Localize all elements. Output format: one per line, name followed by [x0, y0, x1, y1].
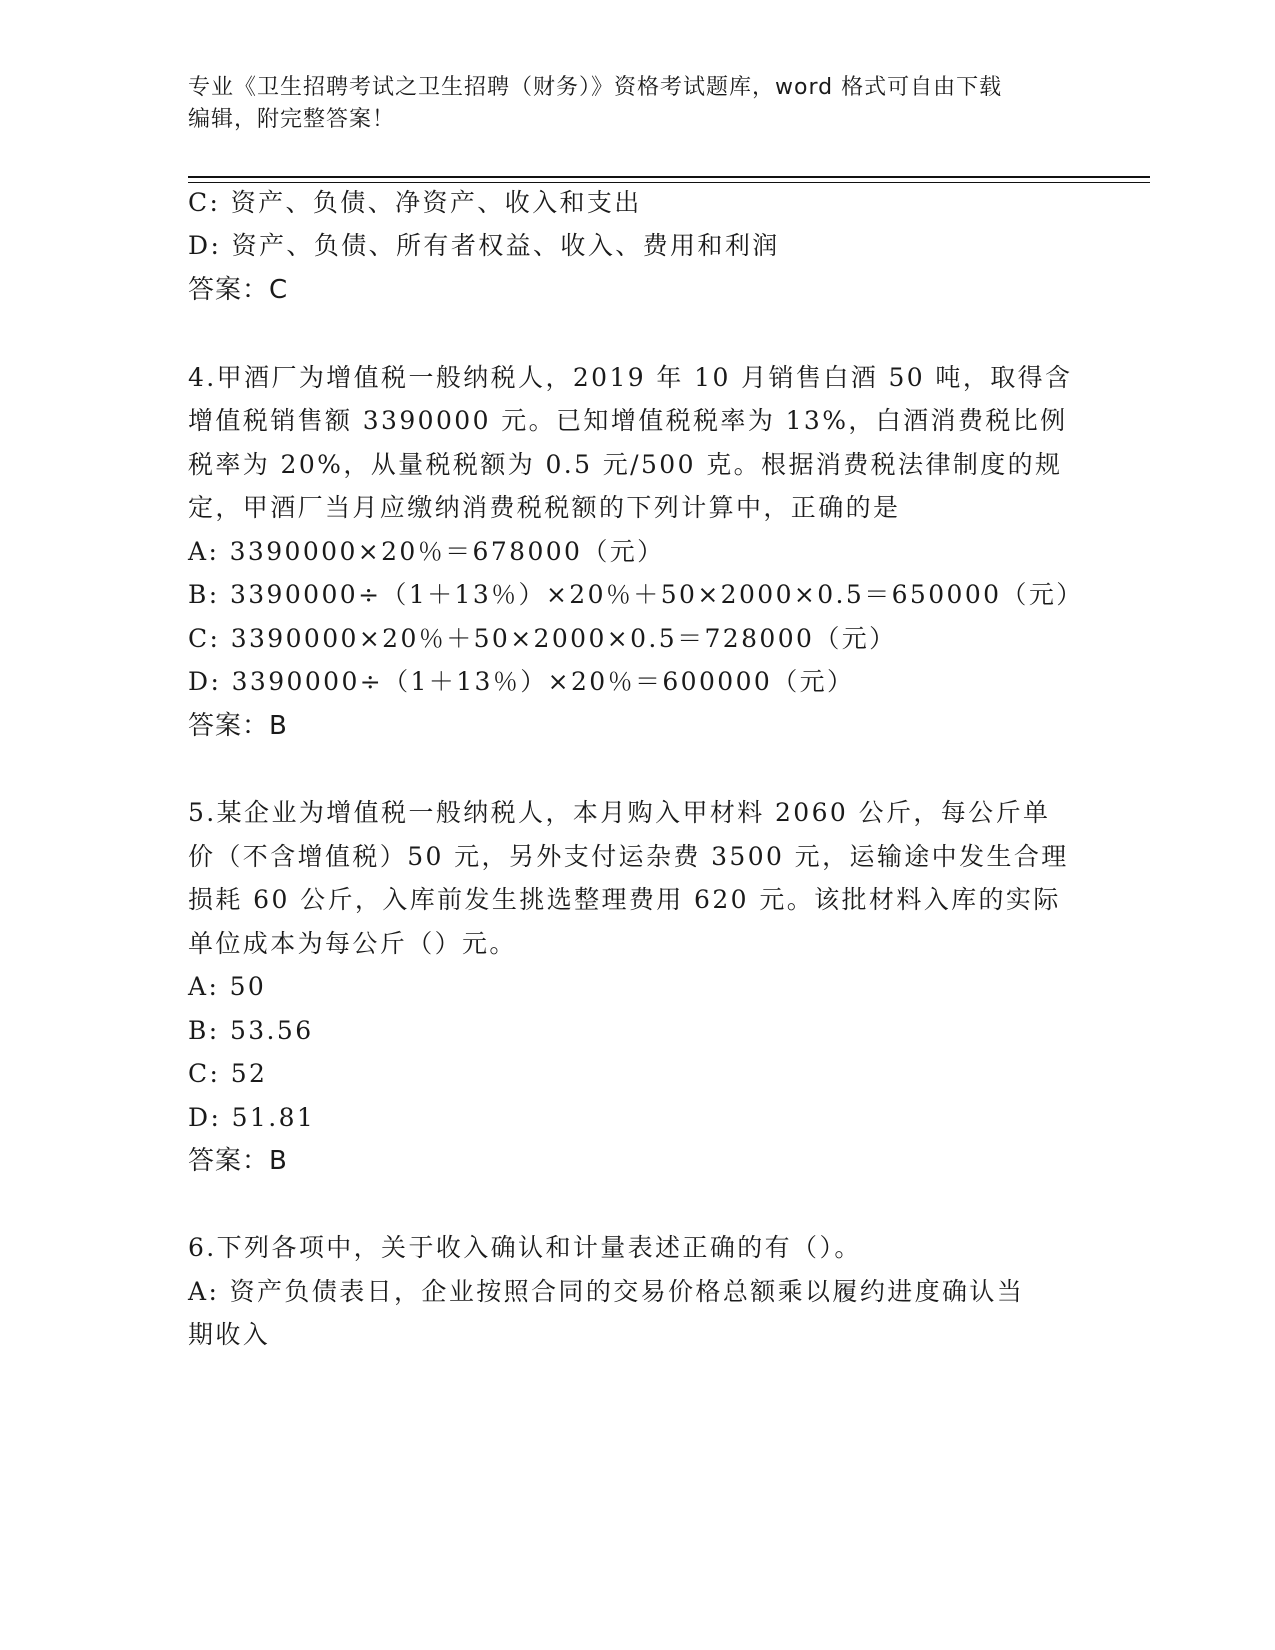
q4-stem-line-2: 增值税销售额 3390000 元。已知增值税税率为 13%，白酒消费税比例	[188, 406, 1068, 435]
q4-option-a: A: 3390000×20％＝678000（元）	[188, 537, 665, 566]
q5-answer: 答案：B	[188, 1146, 288, 1176]
header-rule-thick	[188, 176, 1150, 178]
q6-stem: 6.下列各项中，关于收入确认和计量表述正确的有（）。	[188, 1233, 862, 1262]
q5-stem-line-3: 损耗 60 公斤，入库前发生挑选整理费用 620 元。该批材料入库的实际	[188, 885, 1061, 914]
q5-option-b: B: 53.56	[188, 1016, 314, 1045]
q6-option-a-line-1: A: 资产负债表日，企业按照合同的交易价格总额乘以履约进度确认当	[188, 1277, 1025, 1306]
q4-stem-line-3: 税率为 20%，从量税税额为 0.5 元/500 克。根据消费税法律制度的规	[188, 450, 1063, 479]
q3-answer: 答案：C	[188, 275, 289, 305]
header-line-2: 编辑，附完整答案！	[188, 107, 396, 132]
q4-stem-line-4: 定，甲酒厂当月应缴纳消费税税额的下列计算中，正确的是	[188, 493, 901, 522]
q5-stem-line-2: 价（不含增值税）50 元，另外支付运杂费 3500 元，运输途中发生合理	[188, 842, 1069, 871]
q5-stem-line-1: 5.某企业为增值税一般纳税人，本月购入甲材料 2060 公斤，每公斤单	[188, 798, 1051, 827]
header-rule-thin	[188, 182, 1150, 183]
q6-option-a-line-2: 期收入	[188, 1320, 271, 1349]
q3-option-c: C: 资产、负债、净资产、收入和支出	[188, 188, 642, 217]
q4-option-d: D: 3390000÷（1＋13％）×20％＝600000（元）	[188, 667, 855, 696]
q3-option-d: D: 资产、负债、所有者权益、收入、费用和利润	[188, 231, 780, 260]
q4-option-c: C: 3390000×20％＋50×2000×0.5＝728000（元）	[188, 624, 897, 653]
q5-option-c: C: 52	[188, 1059, 268, 1088]
q4-answer: 答案：B	[188, 711, 288, 741]
document-header	[188, 72, 1088, 136]
q4-option-b: B: 3390000÷（1＋13％）×20％＋50×2000×0.5＝650000（元）	[188, 580, 1084, 609]
q4-stem-line-1: 4.甲酒厂为增值税一般纳税人，2019 年 10 月销售白酒 50 吨，取得含	[188, 363, 1073, 392]
q5-option-d: D: 51.81	[188, 1103, 316, 1132]
q5-option-a: A: 50	[188, 972, 267, 1001]
q5-stem-line-4: 单位成本为每公斤（）元。	[188, 929, 517, 958]
header-line-1: 专业《卫生招聘考试之卫生招聘（财务）》资格考试题库，word 格式可自由下载	[188, 75, 1003, 100]
